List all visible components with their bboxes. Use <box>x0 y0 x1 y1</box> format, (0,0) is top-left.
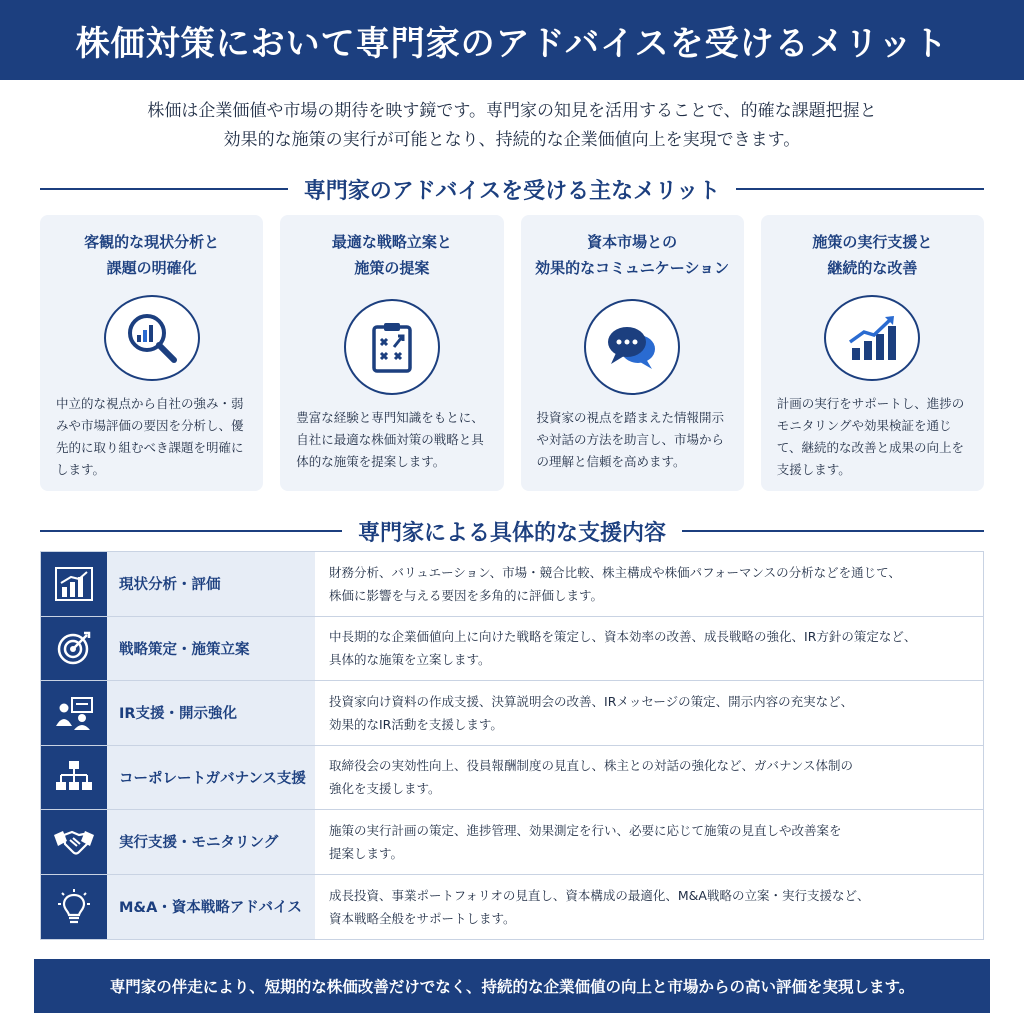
card-description: 投資家の視点を踏まえた情報開示や対話の方法を助言し、市場からの理解と信頼を高めます。 <box>536 410 725 469</box>
intro-text <box>40 97 984 155</box>
row-label: 現状分析・評価 <box>119 577 221 594</box>
row-label: 戦略策定・施策立案 <box>119 641 250 658</box>
merits-section-title: 専門家のアドバイスを受ける主なメリット <box>303 178 721 204</box>
card-title: 最適な戦略立案と 施策の提案 <box>331 233 452 277</box>
lightbulb-icon <box>41 875 107 940</box>
intro-line-2: 効果的な施策の実行が可能となり、持続的な企業価値向上を実現できます。 <box>223 130 801 150</box>
merit-card-communication <box>521 215 744 491</box>
card-description: 計画の実行をサポートし、進捗のモニタリングや効果検証を通じて、継続的な改善と成果の向上を支援します。 <box>776 396 965 477</box>
org-chart-icon <box>41 746 107 810</box>
divider <box>40 530 342 532</box>
handshake-icon <box>41 810 107 874</box>
magnifier-chart-icon <box>104 295 200 381</box>
card-title: 施策の実行支援と 継続的な改善 <box>812 233 933 277</box>
divider <box>682 530 984 532</box>
divider <box>736 188 984 190</box>
table-row <box>41 810 983 875</box>
card-description: 豊富な経験と専門知識をもとに、自社に最適な株価対策の戦略と具体的な施策を提案します。 <box>296 410 484 469</box>
divider <box>40 188 288 190</box>
support-section-heading <box>40 514 984 548</box>
row-description: 成長投資、事業ポートフォリオの見直し、資本構成の最適化、M&A戦略の立案・実行支援など、 資本戦略全般をサポートします。 <box>329 887 870 926</box>
row-label: コーポレートガバナンス支援 <box>119 770 306 787</box>
target-icon <box>41 617 107 681</box>
row-description: 取締役会の実効性向上、役員報酬制度の見直し、株主との対話の強化など、ガバナンス体制の 強化を支援します。 <box>329 758 854 797</box>
row-description: 財務分析、バリュエーション、市場・競合比較、株主構成や株価パフォーマンスの分析などを通じて、 株価に影響を与える要因を多角的に評価します。 <box>329 564 901 603</box>
table-row <box>41 617 983 682</box>
row-label: 実行支援・モニタリング <box>119 835 279 852</box>
merit-cards <box>40 215 984 491</box>
footer-message: 専門家の伴走により、短期的な株価改善だけでなく、持続的な企業価値の向上と市場からの高い評価を実現します。 <box>109 978 915 996</box>
merit-card-execution <box>761 215 984 491</box>
presentation-people-icon <box>41 681 107 745</box>
footer-band <box>34 959 990 1013</box>
card-description: 中立的な視点から自社の強み・弱みや市場評価の要因を分析し、優先的に取り組むべき課題を明確にします。 <box>56 396 244 477</box>
merit-card-strategy <box>280 215 503 491</box>
row-description: 施策の実行計画の策定、進捗管理、効果測定を行い、必要に応じて施策の見直しや改善案を 提案します。 <box>329 822 842 861</box>
row-label: M&A・資本戦略アドバイス <box>119 900 302 917</box>
bar-chart-icon <box>41 552 107 616</box>
page-title: 株価対策において専門家のアドバイスを受けるメリット <box>75 23 949 64</box>
card-title: 資本市場との 効果的なコミュニケーション <box>535 233 730 277</box>
card-title: 客観的な現状分析と 課題の明確化 <box>84 233 220 277</box>
intro-line-1: 株価は企業価値や市場の期待を映す鏡です。専門家の知見を活用することで、的確な課題把握と <box>147 101 877 121</box>
table-row <box>41 552 983 617</box>
table-row <box>41 746 983 811</box>
support-section-title: 専門家による具体的な支援内容 <box>358 520 667 546</box>
support-table <box>40 551 984 940</box>
header-band <box>0 0 1024 80</box>
table-row <box>41 681 983 746</box>
row-label: IR支援・開示強化 <box>119 706 238 723</box>
row-description: 中長期的な企業価値向上に向けた戦略を策定し、資本効率の改善、成長戦略の強化、IR方針の策定など、 具体的な施策を立案します。 <box>329 629 917 668</box>
speech-bubbles-icon <box>584 299 680 395</box>
table-row <box>41 875 983 940</box>
row-description: 投資家向け資料の作成支援、決算説明会の改善、IRメッセージの策定、開示内容の充実など、 効果的なIR活動を支援します。 <box>329 693 854 732</box>
merit-card-analysis <box>40 215 263 491</box>
growth-chart-icon <box>824 295 920 381</box>
clipboard-strategy-icon <box>344 299 440 395</box>
merits-section-heading <box>40 172 984 206</box>
